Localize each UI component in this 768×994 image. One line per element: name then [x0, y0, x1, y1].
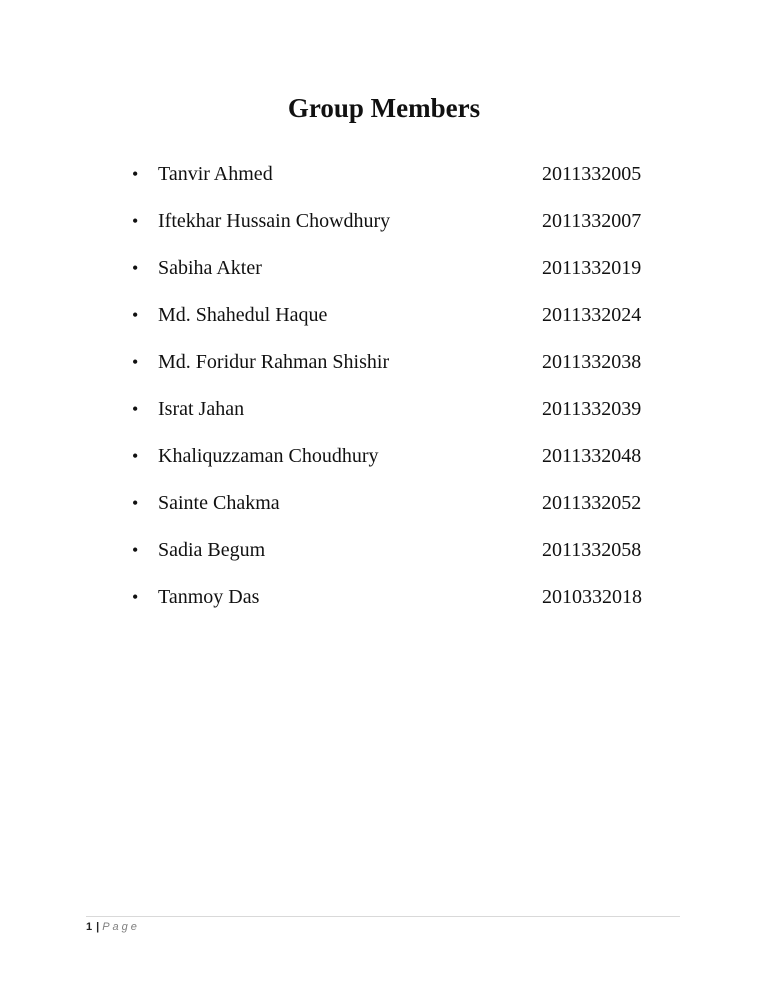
member-id: 2011332052 [542, 492, 642, 514]
bullet-icon: • [132, 211, 139, 231]
member-id: 2011332058 [542, 539, 642, 561]
member-name: Tanmoy Das [158, 586, 260, 608]
member-id: 2011332019 [542, 257, 642, 279]
footer-divider [86, 916, 680, 917]
list-item [0, 390, 768, 437]
member-id: 2011332048 [542, 445, 642, 467]
list-item [0, 202, 768, 249]
member-name: Md. Foridur Rahman Shishir [158, 351, 390, 373]
list-item [0, 249, 768, 296]
list-item [0, 296, 768, 343]
member-id: 2010332018 [542, 586, 642, 608]
member-id: 2011332039 [542, 398, 642, 420]
bullet-icon: • [132, 493, 139, 513]
member-id: 2011332007 [542, 210, 642, 232]
list-item [0, 484, 768, 531]
list-item [0, 343, 768, 390]
bullet-icon: • [132, 399, 139, 419]
bullet-icon: • [132, 446, 139, 466]
bullet-icon: • [132, 587, 139, 607]
member-name: Israt Jahan [158, 398, 245, 420]
list-item [0, 531, 768, 578]
member-list [0, 155, 768, 625]
member-name: Sadia Begum [158, 539, 266, 561]
member-id: 2011332038 [542, 351, 642, 373]
member-name: Iftekhar Hussain Chowdhury [158, 210, 391, 232]
page-label: Page [102, 921, 140, 933]
bullet-icon: • [132, 352, 139, 372]
member-name: Sainte Chakma [158, 492, 280, 514]
page-number: 1 [86, 921, 93, 933]
page-title: Group Members [287, 93, 481, 123]
page-separator: | [96, 921, 100, 933]
list-item [0, 437, 768, 484]
list-item [0, 578, 768, 625]
bullet-icon: • [132, 164, 139, 184]
member-name: Md. Shahedul Haque [158, 304, 328, 326]
member-id: 2011332024 [542, 304, 642, 326]
bullet-icon: • [132, 305, 139, 325]
bullet-icon: • [132, 540, 139, 560]
list-item [0, 155, 768, 202]
bullet-icon: • [132, 258, 139, 278]
page-footer [86, 919, 140, 935]
member-id: 2011332005 [542, 163, 642, 185]
member-name: Khaliquzzaman Choudhury [158, 445, 379, 467]
member-name: Sabiha Akter [158, 257, 262, 279]
member-name: Tanvir Ahmed [158, 163, 273, 185]
